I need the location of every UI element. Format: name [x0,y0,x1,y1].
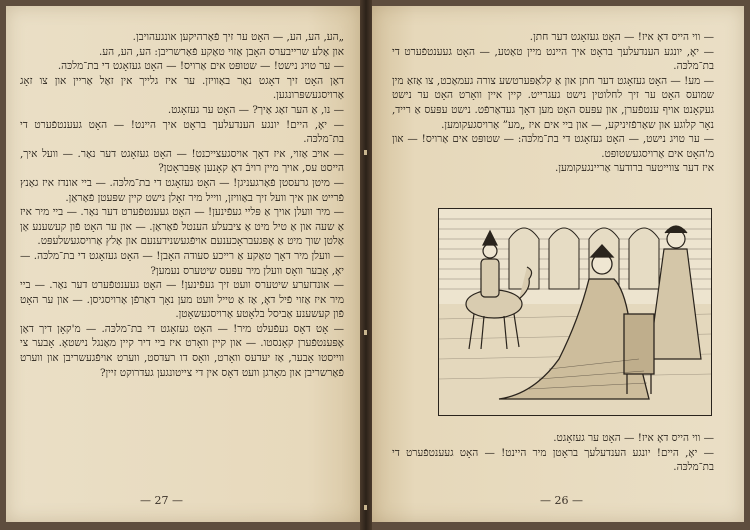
paragraph: און אַלע שרייבערס האָבן אַזוי טאַקע פֿאַרשריבן: הע, הע, הע. [99,45,344,58]
paragraph: — ווי הייס דאָ איז! — האָט געזאָגט דער חתן. [529,31,714,43]
paragraph: — ווי הייס דאָ איז! — האָט ער געזאָגט. [553,432,714,444]
binding-stitch [364,150,367,155]
illustration-drawing [439,209,711,415]
paragraph: — נו, אַ הער זאַג אַיך? — האָט ער געזאָגט. [167,103,344,116]
paragraph: — אונדזערע שיטערס וועט זיך געפֿינען! — האָט געענטפֿערט דער נאַר. — ביי מיר איז אַזוי פֿיל דאָ, אַז אַ טייל וועט מען נאָך דאַרפֿן אַרויסגיסן. — און ער האָט פֿון קעשענע אַביסל בלאָטע אַרויסגעשאָטן. [20,279,344,321]
binding-stitch [364,505,367,510]
binding-stitch [364,330,367,335]
paragraph: — יאָ, היים! יונגע הענדעלעך בראָט איך היינט! — האָט געענטפֿערט די בת־מלכּה. [20,118,344,146]
paragraph: — מיטן גרעסטן פֿאַרגעניגן! — האָט געזאָגט די בת־מלכּה. — ביי אונדז איז גאַנץ פֿרייט און איך וועל זיך באַוויזן, ווייל מיר זאָלן נישט קיין שפּעטן פֿאַראַן. [20,176,344,204]
paragraph: — מע! — האָט געזאָגט דער חתן און אַ קלאַפּערטשע צורה געמאַכט, צו אַזאַ מין שמועס האָט ער זיך לחלוטין נישט געגרייט. קיין איין וואָרט האָט ער נישט געקאָנט אויף ענטפֿערן, און עפּעס האָט מען דאָך געדאַרפֿט. נישט עפּעס אַ רייד, נאָר קלוגע און שאַרפֿזיניקע, — און ביי אים איז „מע” אַרויסגעקומען. [392,74,714,131]
paragraph: — ער טויג נישט! — שטופּט אים אַרויס! — האָט געזאָגט די בת־מלכּה. [57,60,344,73]
paragraph: „הע, הע, הע, — האָט ער זיך פֿאַרהיקען אונגעהויבן. [132,31,344,43]
right-page-text-bottom [392,431,714,475]
paragraph: — יאָ, היים! יונגע הענדעלעך בראָטן מיר היינט! — האָט געענטפֿערט די בת־מלכּה. [392,446,714,474]
page-number-right: — 26 — [540,494,583,507]
paragraph: — אָט דאָס געפֿעלט מיר! — האָט געזאָגט די בת־מלכּה. — מ'קאָן דיך דאַן אָפּענטפֿערן קאָנסטו. — און קיין וואָרט איז ביי דיר קיין מאַנגל נישטאָ. אָבער צי ווייסטו אָבער, אַז יעדעס וואָרט, וואָס דו רעדסט, ווערט אויפֿגעשריבן און ווערט פֿאַרשריבן און מאָרגן וועט דאָס אין די צייטונגען געדרוקט זיין? [20,322,344,379]
paragraph: — יאָ, יונגע הענדעלעך בראָט איך היינט מיין טאַטע, — האָט געענטפֿערט די בת־מלכּה. [392,45,714,73]
paragraph: — מיר וועלן אויך אַ פּליי געפֿינען! — האָט געענטפֿערט דער נאַר. — ביי מיר איז אַ שעה און אַ טיל מיט אַ ציבעלע הענטל פֿאַראַן. — און ער האָט פֿון קעשענע אַן אַלטן שוך מיט אַ אָפּגעבראָכענעם אויפֿגעשנידענעם און אַלץ אַרויסגעשלעפּט. [20,206,344,248]
left-page-text [20,30,344,380]
page-number-left: — 27 — [140,494,183,507]
right-page-text-top [392,30,714,176]
paragraph: דאַן האָט זיך דאָגט נאַר באַוויזן. ער איז גלייך אין זאַל אַריין און צו זאָג אַרויסגעשפּרונגען. [20,74,344,102]
paragraph: — ער טויג נישט, — האָט געזאָגט די בת־מלכּה: — שטופּט אים אַרויס! — און מ'האָט אים אַרויסגעשטופּט. [392,133,714,160]
book-gutter [360,0,372,530]
story-illustration [438,208,712,416]
paragraph: — וועלן מיר דאָך טאַקע אַ רייכע סעודה האָבן! — האָט געזאָגט די בת־מלכּה. — יאָ, אָבער וואָס וועלן מיר עפּעס שיטערס נעמען? [20,249,344,277]
paragraph: — אויב אַזוי, איז דאָך אויסגעצייכנט! — האָט געזאָגט דער נאַר. — וועל איך, הייסט עס, אויך מיין רויבֿ דאָ קאָנען אָפּבראָטן? [20,147,344,175]
paragraph: איז דער צווייטער ברודער אַריינגעקומען. [555,162,714,175]
